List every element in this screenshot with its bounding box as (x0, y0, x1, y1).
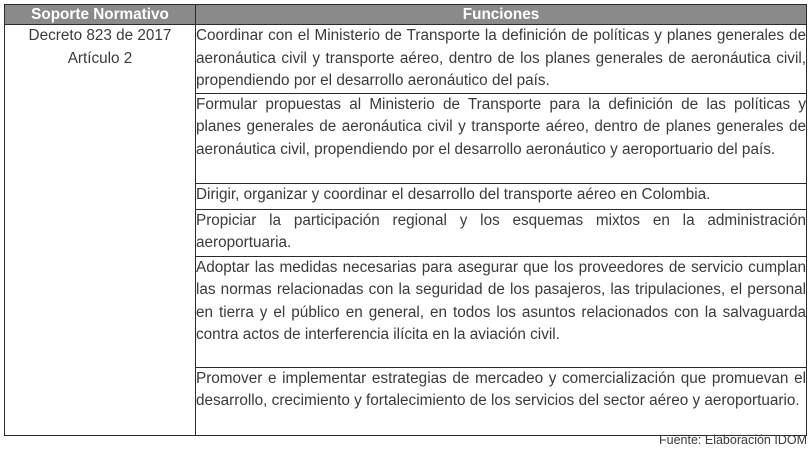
functions-table (4, 4, 807, 436)
header-funciones: Funciones (196, 5, 807, 25)
funcion-cell: Dirigir, organizar y coordinar el desarrollo del transporte aéreo en Colombia. (196, 183, 807, 209)
header-soporte-normativo: Soporte Normativo (5, 5, 196, 25)
articulo-label: Artículo 2 (67, 49, 133, 67)
funcion-cell: Propiciar la participación regional y los esquemas mixtos en la administración aeroportuaria. (196, 209, 807, 256)
soporte-cell (5, 25, 196, 436)
funcion-cell: Formular propuestas al Ministerio de Transporte para la definición de las políticas y planes generales de aeronáutica civil y transporte aéreo, dentro de planes generales de aeronáutica civil, propendiendo por el desarrollo aeronáutico y aeroportuario del país. (196, 93, 807, 183)
funcion-cell: Adoptar las medidas necesarias para asegurar que los proveedores de servicio cumplan las normas relacionadas con la seguridad de los pasajeros, las tripulaciones, el personal en tierra y el público en general, en todos los asuntos relacionados con la salvaguarda contra actos de interferencia ilícita en la aviación civil. (196, 256, 807, 367)
source-caption: Fuente: Elaboración IDOM (659, 433, 807, 447)
decreto-label: Decreto 823 de 2017 (28, 27, 172, 44)
table-row (5, 25, 807, 94)
funcion-cell: Promover e implementar estrategias de mercadeo y comercialización que promuevan el desarrollo, crecimiento y fortalecimiento de los servicios del sector aéreo y aeroportuario. (196, 367, 807, 435)
funcion-cell: Coordinar con el Ministerio de Transporte la definición de políticas y planes generales de aeronáutica civil y transporte aéreo, dentro de los planes generales de aeronáutica civil, propendiendo por el desarrollo aeronáutico del país. (196, 25, 807, 94)
table-header-row (5, 5, 807, 25)
